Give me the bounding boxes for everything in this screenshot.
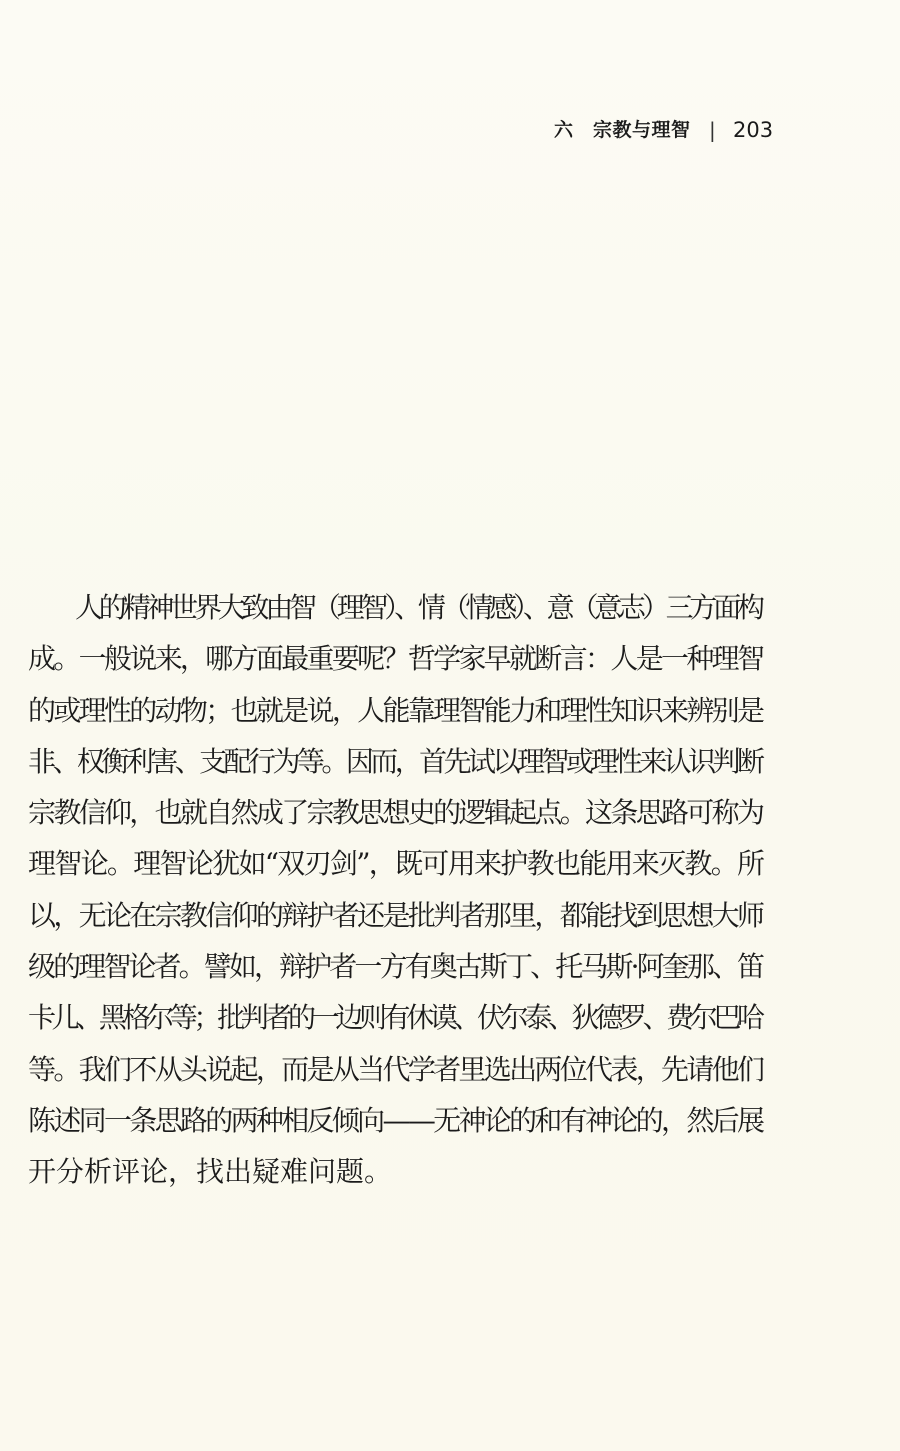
text-line: 非、权衡利害、支配行为等。因而，首先试以理智或理性来认识判断 (28, 744, 762, 778)
text-line: 卡儿、黑格尔等；批判者的一边则有休谟、伏尔泰、狄德罗、费尔巴哈 (28, 1001, 761, 1035)
text-line: 成。一般说来，哪方面最重要呢？哲学家早就断言：人是一种理智 (28, 642, 763, 676)
header-separator: | (709, 118, 716, 142)
body-paragraph (28, 582, 768, 1198)
text-line: 的或理性的动物；也就是说，人能靠理智能力和理性知识来辨别是 (28, 693, 763, 727)
text-line: 开分析评论，找出疑难问题。 (28, 1155, 393, 1189)
chapter-number: 六 (554, 119, 574, 141)
chapter-title: 宗教与理智 (593, 119, 691, 141)
text-line: 等。我们不从头说起，而是从当代学者里选出两位代表，先请他们 (28, 1052, 763, 1086)
text-line: 宗教信仰，也就自然成了宗教思想史的逻辑起点。这条思路可称为 (28, 796, 763, 830)
text-line: 人的精神世界大致由智（理智）、情（情感）、意（意志）三方面构 (75, 591, 761, 624)
text-line: 陈述同一条思路的两种相反倾向——无神论的和有神论的，然后展 (28, 1103, 763, 1137)
text-line: 以，无论在宗教信仰的辩护者还是批判者那里，都能找到思想大师 (28, 898, 763, 932)
text-line: 理智论。理智论犹如“双刃剑”，既可用来护教也能用来灭教。所 (28, 847, 764, 881)
text-line: 级的理智论者。譬如，辩护者一方有奥古斯丁、托马斯·阿奎那、笛 (28, 950, 763, 984)
page-number: 203 (733, 118, 774, 142)
running-header (0, 116, 900, 146)
